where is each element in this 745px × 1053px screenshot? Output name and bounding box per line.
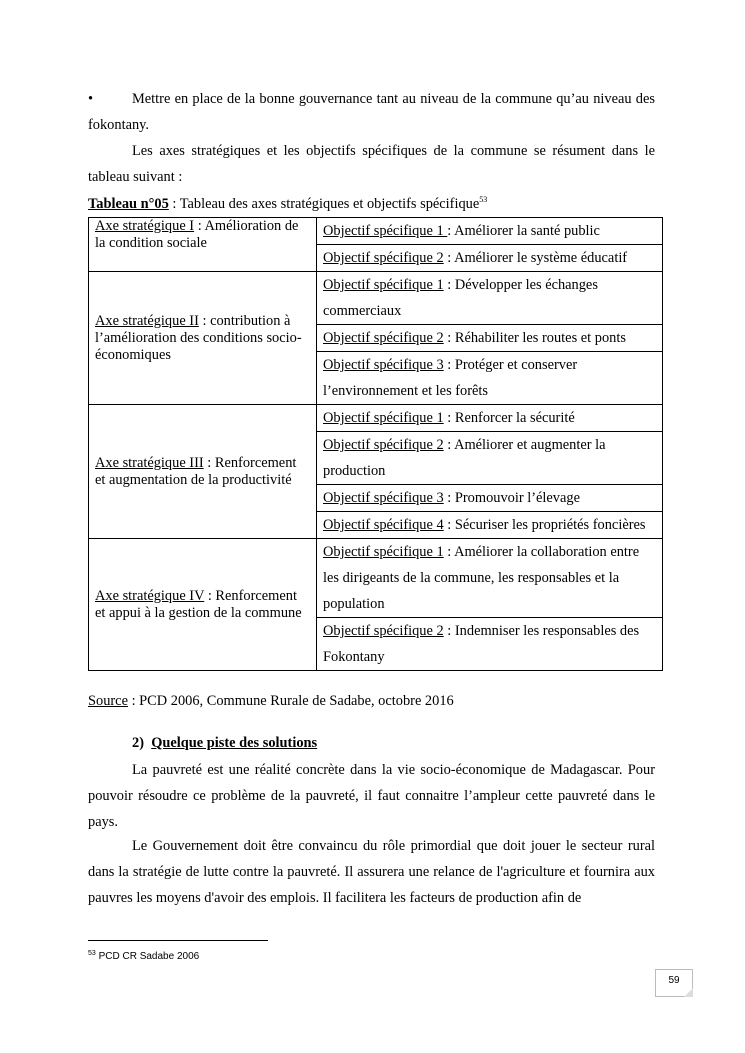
caption-footnote-ref: 53	[479, 195, 488, 204]
objective-cell	[317, 432, 663, 485]
body-paragraph-2: Le Gouvernement doit être convaincu du rôle primordial que doit jouer le secteur rural dans la stratégie de lutte contre la pauvreté. Il assurera une relance de l'agriculture et fournira aux pauvres les moyens d'avoir des emplois. Il facilitera les facteurs de production afin de	[88, 838, 655, 906]
objective-label: Objectif spécifique 1	[323, 223, 448, 239]
objective-label: Objectif spécifique 2	[323, 250, 444, 266]
section-title: Quelque piste des solutions	[151, 735, 318, 751]
lead-in-paragraph: Les axes stratégiques et les objectifs spécifiques de la commune se résument dans le tableau suivant :	[88, 143, 655, 185]
table-caption	[88, 190, 487, 214]
objective-label: Objectif spécifique 3	[323, 357, 444, 373]
objective-cell	[317, 245, 663, 272]
footnote-divider	[88, 940, 268, 941]
source-label: Source	[88, 693, 128, 709]
table-row	[89, 218, 663, 245]
objective-text: : Promouvoir l’élevage	[443, 490, 580, 506]
section-number: 2)	[132, 735, 144, 751]
objective-label: Objectif spécifique 3	[323, 490, 444, 506]
objective-cell	[317, 512, 663, 539]
bullet-icon: •	[88, 91, 94, 107]
axis-label: Axe stratégique IV	[95, 587, 205, 604]
objective-cell	[317, 325, 663, 352]
bullet-paragraph	[88, 86, 655, 138]
objective-text: : Améliorer et augmenter la production	[323, 437, 606, 479]
footnote	[88, 947, 199, 964]
page-number: 59	[655, 969, 693, 997]
caption-text: : Tableau des axes stratégiques et objectifs spécifique	[168, 196, 480, 212]
objective-label: Objectif spécifique 1	[323, 277, 444, 293]
body-paragraph-1: La pauvreté est une réalité concrète dans la vie socio-économique de Madagascar. Pour pouvoir résoudre ce problème de la pauvreté, il faut connaitre l’ampleur cette pauvreté dans le pays.	[88, 762, 655, 830]
objective-text: : Sécuriser les propriétés foncières	[443, 517, 646, 533]
objective-cell	[317, 539, 663, 618]
source-text: : PCD 2006, Commune Rurale de Sadabe, octobre 2016	[127, 693, 454, 709]
table-row	[89, 539, 663, 618]
objective-label: Objectif spécifique 2	[323, 437, 444, 453]
footnote-number: 53	[88, 950, 96, 957]
axis-text: : Renforcement et augmentation de la productivité	[95, 454, 297, 488]
objective-text: : Réhabiliter les routes et ponts	[443, 330, 626, 346]
axis-text: : Renforcement et appui à la gestion de la commune	[95, 587, 302, 621]
objective-cell	[317, 405, 663, 432]
objective-label: Objectif spécifique 4	[323, 517, 444, 533]
axis-cell-1	[89, 218, 317, 272]
objective-cell	[317, 218, 663, 245]
objective-text: : Indemniser les responsables des Fokontany	[323, 623, 640, 665]
objective-text: : Améliorer la santé public	[447, 223, 600, 239]
axis-cell-3	[89, 405, 317, 539]
footnote-text: PCD CR Sadabe 2006	[95, 951, 200, 962]
objective-cell	[317, 352, 663, 405]
table-row	[89, 405, 663, 432]
section-heading	[132, 733, 317, 753]
axis-cell-2	[89, 272, 317, 405]
axis-text: : Amélioration de la condition sociale	[95, 218, 299, 251]
objective-text: : Améliorer le système éducatif	[443, 250, 628, 266]
objective-cell	[317, 272, 663, 325]
objective-label: Objectif spécifique 2	[323, 623, 444, 639]
axis-text: : contribution à l’amélioration des conditions socio-économiques	[95, 312, 302, 363]
objective-label: Objectif spécifique 1	[323, 544, 444, 560]
table-source	[88, 691, 454, 711]
axis-label: Axe stratégique III	[95, 454, 204, 471]
objective-cell	[317, 485, 663, 512]
axis-label: Axe stratégique II	[95, 312, 199, 329]
table-row	[89, 272, 663, 325]
objective-text: : Développer les échanges commerciaux	[323, 277, 598, 319]
objective-text: : Renforcer la sécurité	[443, 410, 575, 426]
objective-label: Objectif spécifique 1	[323, 410, 444, 426]
objective-label: Objectif spécifique 2	[323, 330, 444, 346]
objective-text: : Améliorer la collaboration entre les dirigeants de la commune, les responsables et la population	[323, 544, 640, 612]
bullet-text: Mettre en place de la bonne gouvernance tant au niveau de la commune qu’au niveau des fokontany.	[88, 91, 655, 133]
axis-cell-4	[89, 539, 317, 671]
objective-cell	[317, 618, 663, 671]
strategic-axes-table	[88, 217, 663, 671]
caption-label: Tableau n°05	[88, 196, 169, 212]
axis-label: Axe stratégique I	[95, 218, 195, 234]
objective-text: : Protéger et conserver l’environnement et les forêts	[323, 357, 578, 399]
